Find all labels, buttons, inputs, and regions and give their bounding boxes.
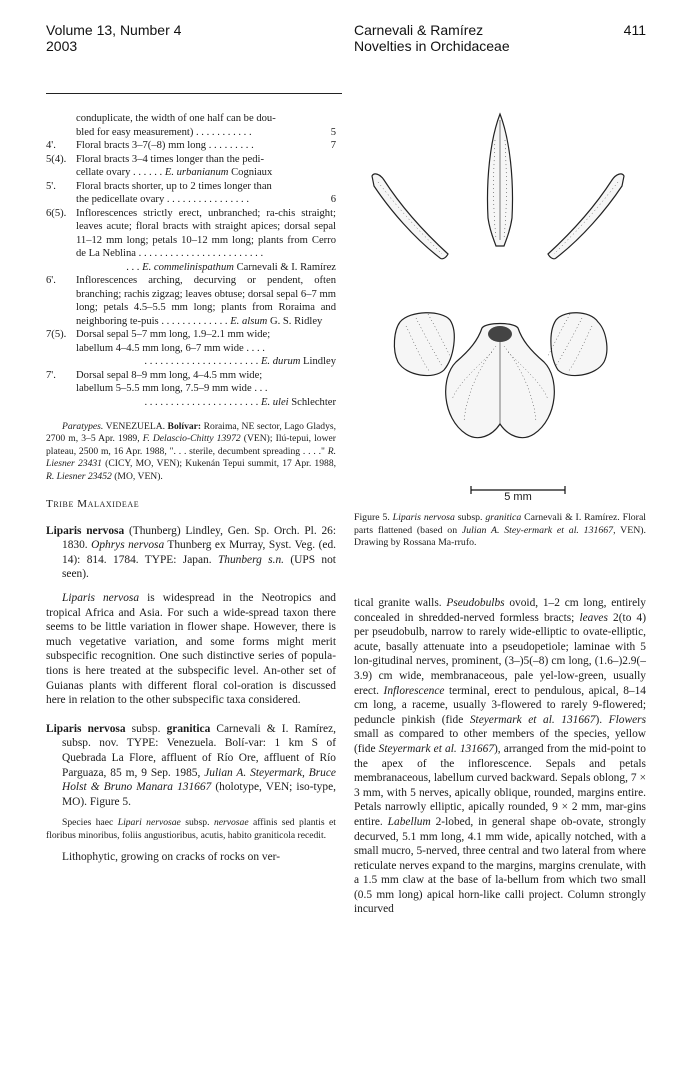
key-row-7: 7(5). Dorsal sepal 5–7 mm long, 1.9–2.1 mm wide; labellum 4–4.5 mm long, 6–7 mm wide . . . . . . . . . . . . . . . . . . . . . . . . . . E. durum Lindley [46, 329, 336, 367]
year: 2003 [46, 38, 78, 54]
running-header-right [354, 22, 510, 54]
short-title: Novelties in Orchidaceae [354, 38, 510, 54]
key-row-5p: 5'. Floral bracts shorter, up to 2 times longer than 6 the pedicellate ovary . . . . . . . . . . . . . . . . [46, 180, 336, 205]
right-column [354, 596, 646, 917]
key-row-6p: 6'. Inflorescences arching, decurving or pendent, often branching; rachis zigzag; leaves obtuse; dorsal sepal 6–7 mm long; petals 4.5–5.5 mm long; plants from Roraima and neighboring te-puis . . . . . . . . . . . . . E. alsum G. S. Ridley [46, 275, 336, 327]
header-rule [46, 93, 342, 94]
page-number: 411 [623, 22, 646, 38]
right-sepal-drawing [551, 313, 607, 376]
volume-number: Volume 13, Number 4 [46, 22, 182, 38]
description-continued: tical granite walls. Pseudobulbs ovoid, 1–2 cm long, entirely concealed in shredded-nerved formless bracts; leaves 2(to 4) per pseudobulb, narrow to rarely wide-elliptic to ovate-elliptic, acute, basally attenuate into a pseudopetiole; laminae with 5 lon-gitudinal nerves, prominent, (3–)5(–8) cm long, (1.6–)2.9(–3.9) cm wide, membranaceous, pale yel-low-green, usually erect. Inflorescence terminal, erect to pendulous, apical, 8–14 cm long, a raceme, usually 3-flowered to rarely 9-flowered; peduncle pinkish (fide Steyermark et al. 131667). Flowers small as compared to other members of the species, yellow (fide Steyermark et al. 131667), arranged from the mid-point to the apex of the inflorescence. Sepals and petals membranaceous, labellum curved backward. Sepals oblong, 7 × 3 mm, with 5 nerves, apically oblique, rounded, margins entire. Petals narrowly elliptic, apically rounded, 9 × 2 mm, mar-gins entire. Labellum 2-lobed, in general shape ob-ovate, strongly decurved, 5.1 mm long, 4.1 mm wide, apically notched, with a small mucro, 5-nerved, three central and two lateral from where reticulate nerves expand to the margins, margins crenulate, with a 1.5 mm claw at the base of la-bellum from which two small (0.5 mm long) apical horn-like calli project. Column strongly incurved [354, 597, 647, 916]
labellum-callus-shading [488, 326, 512, 342]
right-petal-drawing [548, 174, 624, 259]
authors: Carnevali & Ramírez [354, 22, 484, 38]
figure-caption: Figure 5. Liparis nervosa subsp. granitica Carnevali & I. Ramírez. Floral parts flattened (based on Julian A. Stey-ermark et al. 131667, VEN). Drawing by Rossana Ma-rrufo. [354, 512, 647, 548]
key-row-4p: 4'. 7 Floral bracts 3–7(–8) mm long . . . . . . . . . [46, 140, 336, 151]
figure-5-drawing [354, 100, 646, 520]
liparis-nervosa-entry: Liparis nervosa (Thunberg) Lindley, Gen. Sp. Orch. Pl. 26: 1830. Ophrys nervosa Thunberg ex Murray, Syst. Veg. (ed. 14): 814. 1784. TYPE: Japan. Thunberg s.n. (UPS not seen). [46, 524, 336, 581]
left-sepal-drawing [394, 313, 454, 376]
key-row-5: 5(4). Floral bracts 3–4 times longer than the pedi- cellate ovary . . . . . . E. urbanianum Cogniaux [46, 153, 273, 178]
key-row-7p: 7'. Dorsal sepal 8–9 mm long, 4–4.5 mm wide; labellum 5–5.5 mm long, 7.5–9 mm wide . . . . . . . . . . . . . . . . . . . . . . . . . E. ulei Schlechter [46, 369, 336, 408]
left-petal-drawing [372, 174, 448, 259]
subsp-granitica-entry: Liparis nervosa subsp. granitica Carnevali & I. Ramírez, subsp. nov. TYPE: Venezuela. Bolí-var: 1 km S of Quebrada La Flore, affluent of Río Ore, affluent of Río Parguaza, 85 m, 9 Sep. 1985, Julian A. Steyermark, Bruce Holst & Bruno Manara 131667 (holotype, VEN; iso-type, MO). Figure 5. [46, 722, 336, 808]
liparis-nervosa-discussion: Liparis nervosa is widespread in the Neotropics and tropical Africa and Asia. For such a wide-spread taxon there seems to be little variation in flower shape. However, there is much vegetative variation, and some forms might merit subspecific recognition. One such distinctive series of popula-tions is here treated at the subspecific level. An-other set of Guianas plants with different floral col-oration is discussed here in relation to the other subspecific taxa considered. [46, 592, 336, 707]
latin-diagnosis: Species haec Lipari nervosae subsp. nervosae affinis sed plantis et floribus minoribus, foliis angustioribus, acutis, habito graniticola recedit. [46, 817, 336, 841]
left-column [46, 112, 336, 865]
description-start: Lithophytic, growing on cracks of rocks on ver- [62, 851, 281, 864]
scale-bar-label: 5 mm [504, 491, 532, 503]
paratypes-paragraph: Paratypes. VENEZUELA. Bolívar: Roraima, NE sector, Lago Gladys, 2700 m, 3–5 Apr. 1989, F. Delascio-Chitty 13972 (VEN); Ilú-tepui, lower plateau, 2500 m, 16 Apr. 1988, ". . . sterile, decumbent spreading . . . ." R. Liesner 23431 (CICY, MO, VEN); Kukenán Tepui summit, 17 Apr. 1988, R. Liesner 23452 (MO, VEN). [46, 421, 337, 482]
identification-key [46, 112, 336, 409]
running-header-left [46, 22, 181, 54]
key-row-6: 6(5). Inflorescences strictly erect, unbranched; ra-chis straight; leaves acute; floral bracts with straight apices; dorsal sepal 11–12 mm long; petals 10–12 mm long; plants from Cerro de La Neblina . . . . . . . . . . . . . . . . . . . . . . . . . . . E. commelinispathum Carnevali & I. Ramírez [46, 207, 336, 273]
tribe-heading: Tribe Malaxideae [46, 498, 140, 511]
key-row-cont: conduplicate, the width of one half can be dou- 5 bled for easy measurement) . . . . . . . . . . . [76, 113, 336, 138]
